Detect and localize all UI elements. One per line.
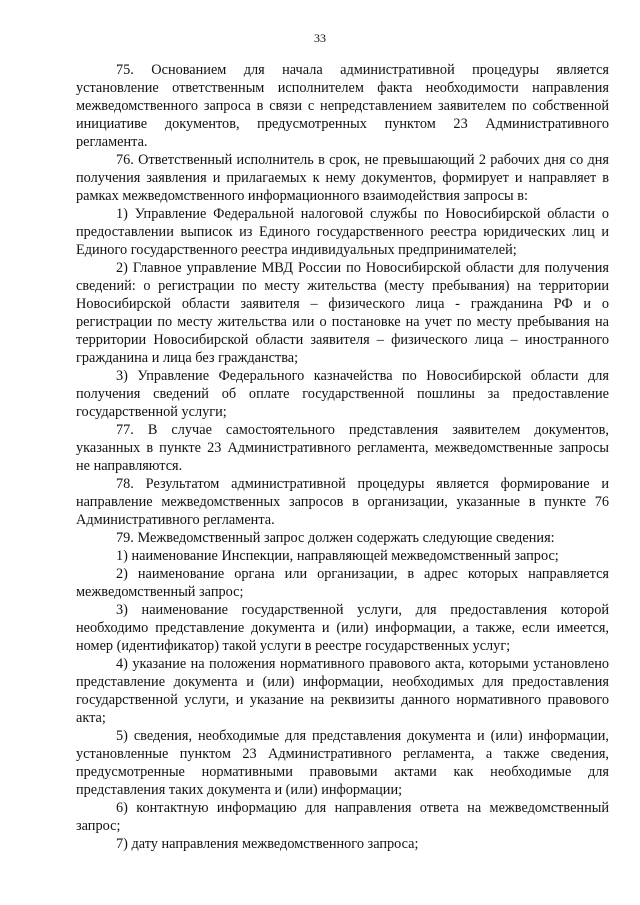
paragraph-79-item-2: 2) наименование органа или организации, в адрес которых направляется межведомственный запрос; <box>76 566 609 600</box>
paragraph-79-item-6: 6) контактную информацию для направления ответа на межведомственный запрос; <box>76 800 609 834</box>
paragraph-78: 78. Результатом административной процедуры является формирование и направление межведомственных запросов в организации, указанные в пункте 76 Административного регламента. <box>76 476 609 528</box>
paragraph-76-item-1: 1) Управление Федеральной налоговой службы по Новосибирской области о предоставлении выписок из Единого государственного реестра юридических лиц и Единого государственного реестра индивидуальных предпринимателей; <box>76 206 609 258</box>
document-body <box>76 61 609 853</box>
paragraph-79-item-3: 3) наименование государственной услуги, для предоставления которой необходимо представление документа и (или) информации, а также, если имеется, номер (идентификатор) такой услуги в реестре государственных услуг; <box>76 602 609 654</box>
paragraph-77: 77. В случае самостоятельного представления заявителем документов, указанных в пункте 23 Административного регламента, межведомственные запросы не направляются. <box>76 422 609 474</box>
paragraph-76: 76. Ответственный исполнитель в срок, не превышающий 2 рабочих дня со дня получения заявления и прилагаемых к нему документов, формирует и направляет в рамках межведомственного информационного взаимодействия запросы в: <box>76 152 609 204</box>
paragraph-79: 79. Межведомственный запрос должен содержать следующие сведения: <box>116 530 555 546</box>
paragraph-76-item-2: 2) Главное управление МВД России по Новосибирской области для получения сведений: о регистрации по месту жительства (месту пребывания) на территории Новосибирской области заявителя – физического лица - гражданина РФ и о регистрации по месту жительства или о постановке на учет по месту пребывания на территории Новосибирской области заявителя – физического лица – иностранного гражданина и лица без гражданства; <box>76 260 609 366</box>
paragraph-79-item-4: 4) указание на положения нормативного правового акта, которыми установлено представление документа и (или) информации, необходимых для предоставления государственной услуги, и указание на реквизиты данного нормативного правового акта; <box>76 656 609 726</box>
paragraph-79-item-5: 5) сведения, необходимые для представления документа и (или) информации, установленные пунктом 23 Административного регламента, а также сведения, предусмотренные нормативными правовыми актами как необходимые для представления таких документа и (или) информации; <box>76 728 609 798</box>
paragraph-76-item-3: 3) Управление Федерального казначейства по Новосибирской области для получения сведений об оплате государственной пошлины за предоставление государственной услуги; <box>76 368 609 420</box>
paragraph-79-item-1: 1) наименование Инспекции, направляющей межведомственный запрос; <box>116 548 559 564</box>
page-number: 33 <box>314 31 326 45</box>
paragraph-75: 75. Основанием для начала административной процедуры является установление ответственным исполнителем факта необходимости направления межведомственного запроса в связи с непредставлением заявителем по собственной инициативе документов, предусмотренных пунктом 23 Административного регламента. <box>76 62 609 150</box>
paragraph-79-item-7: 7) дату направления межведомственного запроса; <box>116 836 419 852</box>
